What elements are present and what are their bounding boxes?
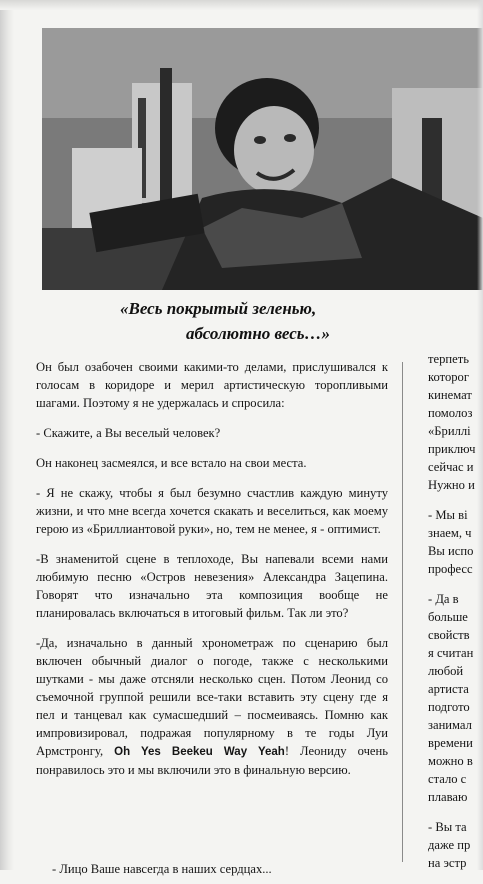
right-line: кинемат [428,388,472,402]
right-line: - Да в [428,592,459,606]
answer-2 [36,634,388,779]
right-line: больше [428,610,468,624]
answer-2-text-end: ! Леониду очень понравилось это и мы включили это в финальную версию. [36,744,388,777]
scan-edge-left [0,0,14,870]
right-line: «Бриллі [428,424,471,438]
scan-edge-right [477,0,483,870]
right-line: я считан [428,646,474,660]
right-block-1 [428,350,483,494]
right-line: - Вы та [428,820,467,834]
answer-2-bold-phrase: Oh Yes Beekeu Way Yeah [114,746,285,758]
right-line: - Мы ві [428,508,468,522]
right-line: знаем, ч [428,526,472,540]
right-line: занимал [428,718,472,732]
right-line: даже пр [428,838,471,852]
right-line: плаваю [428,790,468,804]
caption-line-1: «Весь покрытый зеленью, [120,299,317,318]
photo-caption [90,296,380,346]
right-line: можно в [428,754,473,768]
article-photo [42,28,483,290]
scan-edge-top [0,0,483,10]
paragraph-1: Он был озабочен своими какими-то делами, прислушивался к голосам в коридоре и мерил артистическую торопливыми шагами. Поэтому я не удержалась и спросила: [36,360,388,410]
bottom-fragment: - Лицо Ваше навсегда в наших сердцах... [52,862,272,876]
right-line: стало с [428,772,467,786]
right-line: которог [428,370,470,384]
answer-2-text: -Да, изначально в данный хронометраж по сценарию был включен обычный диалог о погоде, также с несколькими шутками - мы даже отсняли несколько сцен. Потом Леонид со съемочной группой решили все-таки вставить эту сцену где я пел и танцевал как сумасшедший – посмеиваясь. Помню как импровизировал, подражая популярному в те годы Луи Армстронгу, [36,636,388,758]
right-line: помолоз [428,406,473,420]
right-line: Нужно и [428,478,475,492]
right-line: артиста [428,682,469,696]
paragraph-2: Он наконец засмеялся, и все встало на свои места. [36,456,307,470]
caption-line-2: абсолютно весь…» [186,324,331,343]
answer-1: - Я не скажу, чтобы я был безумно счастлив каждую минуту жизни, и что мне всегда хочется скакать и веселиться, как моему герою из «Бриллиантовой руки», но, тем не менее, я - оптимист. [36,486,388,536]
right-line: терпеть [428,352,469,366]
right-text-column [428,350,483,884]
right-line: на эстр [428,856,467,870]
right-line: подгото [428,700,470,714]
column-divider [402,362,403,862]
question-2: -В знаменитой сцене в теплоходе, Вы напевали всеми нами любимую песню «Остров невезения» Александра Зацепина. Говорят что изначально эта композиция вообще не планировалась включаться в итоговый фильм. Так ли это? [36,552,388,620]
right-line: любой [428,664,464,678]
right-line: професс [428,562,473,576]
main-text-column [36,358,388,779]
right-line: свойств [428,628,470,642]
right-block-2 [428,506,483,578]
question-1: - Скажите, а Вы веселый человек? [36,426,221,440]
right-line: сейчас и [428,460,474,474]
right-block-3 [428,590,483,806]
right-line: времени [428,736,473,750]
right-line: Вы испо [428,544,474,558]
right-line: приключ [428,442,476,456]
right-block-4 [428,818,483,872]
